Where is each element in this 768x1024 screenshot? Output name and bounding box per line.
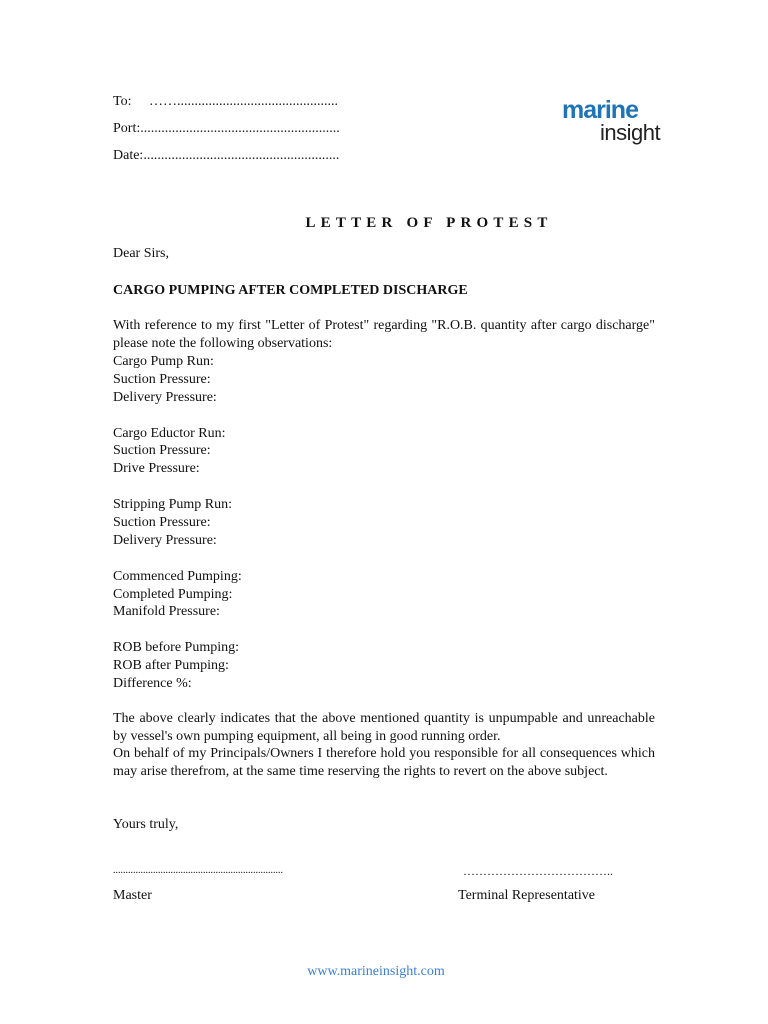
obs-item: Cargo Pump Run: (113, 354, 214, 369)
salutation: Dear Sirs, (113, 246, 169, 261)
obs-item: Suction Pressure: (113, 515, 211, 531)
date-dots: ........................................................ (143, 148, 340, 163)
obs-item: Delivery Pressure: (113, 389, 217, 405)
obs-item: Drive Pressure: (113, 461, 200, 477)
closing-paragraph-1: The above clearly indicates that the above mentioned quantity is unpumpable and unreachable by vessel's own pumping equipment, all being in good running order. (113, 711, 655, 744)
obs-item: Manifold Pressure: (113, 604, 220, 620)
port-label: Port: (113, 121, 141, 136)
master-signature-line: .................................................................... (113, 865, 283, 876)
obs-item: Stripping Pump Run: (113, 497, 233, 513)
date-line (113, 147, 339, 165)
obs-item: ROB before Pumping: (113, 640, 239, 656)
obs-item: Suction Pressure: (113, 371, 211, 387)
date-label: Date: (113, 148, 144, 163)
obs-item: Delivery Pressure: (113, 532, 217, 548)
closing-paragraph-2: On behalf of my Principals/Owners I therefore hold you responsible for all consequences which may arise therefrom, at the same time reserving the rights to revert on the above subject. (113, 746, 655, 779)
obs-item: Completed Pumping: (113, 586, 233, 602)
logo-insight-text: insight (600, 120, 661, 145)
port-dots: ......................................................... (140, 121, 340, 136)
marine-insight-logo (562, 96, 661, 156)
obs-item: Cargo Eductor Run: (113, 425, 226, 441)
master-label: Master (113, 888, 152, 903)
obs-item: Suction Pressure: (113, 443, 211, 459)
to-line (113, 93, 338, 111)
subject-heading: CARGO PUMPING AFTER COMPLETED DISCHARGE (113, 283, 468, 298)
obs-item: Commenced Pumping: (113, 568, 242, 584)
intro-paragraph: With reference to my first "Letter of Protest" regarding "R.O.B. quantity after cargo discharge" please note the following observations: (113, 318, 655, 351)
to-dots: …….............................................. (149, 94, 338, 109)
website-link[interactable]: www.marineinsight.com (307, 964, 445, 979)
document-title: LETTER OF PROTEST (305, 215, 553, 231)
port-line (113, 120, 340, 138)
terminal-representative-label: Terminal Representative (458, 888, 596, 903)
observations-list (113, 353, 655, 693)
logo-marine-text: marine (562, 96, 638, 124)
terminal-signature-line: ……………………………….. (463, 864, 613, 878)
obs-item: Difference %: (113, 676, 192, 692)
to-label: To: (113, 94, 132, 109)
obs-item: ROB after Pumping: (113, 658, 229, 674)
sign-off: Yours truly, (113, 817, 179, 832)
